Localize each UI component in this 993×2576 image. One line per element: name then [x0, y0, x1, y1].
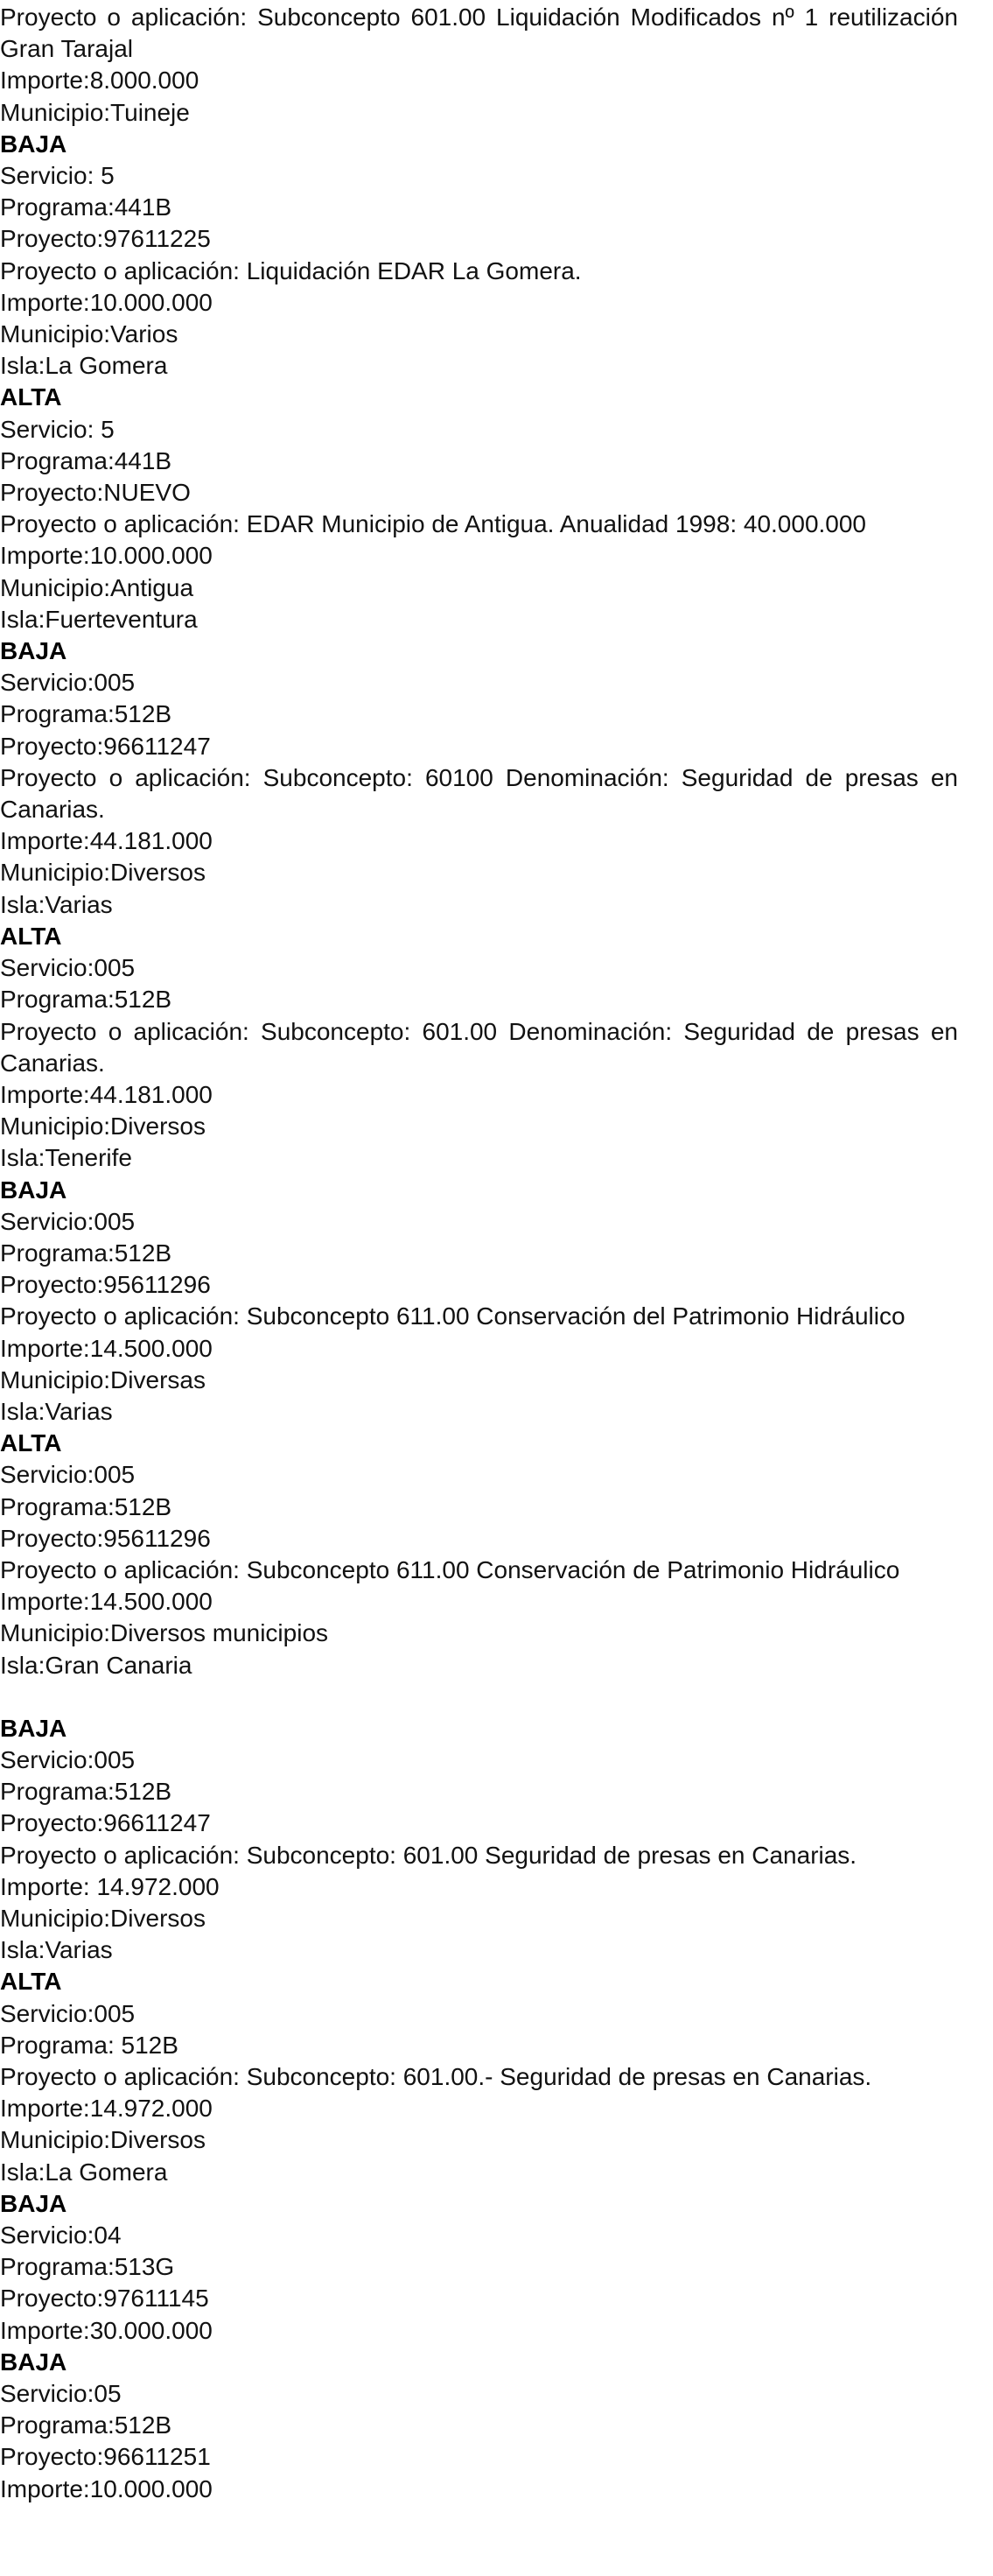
document-line: Municipio:Diversos — [0, 1113, 206, 1141]
document-line: Importe:14.972.000 — [0, 2095, 213, 2123]
section-heading: BAJA — [0, 637, 67, 665]
document-line: Proyecto:95611296 — [0, 1524, 211, 1552]
document-line: Programa:512B — [0, 700, 172, 728]
document-line: Proyecto:96611251 — [0, 2443, 211, 2471]
section-heading: BAJA — [0, 1714, 67, 1742]
section-heading: ALTA — [0, 1968, 62, 1996]
section-heading: ALTA — [0, 383, 62, 411]
document-line: Servicio: 5 — [0, 162, 115, 190]
document-line: Proyecto:NUEVO — [0, 479, 191, 507]
document-line: Municipio:Tuineje — [0, 98, 190, 126]
document-line: Proyecto o aplicación: Subconcepto: 60100 Denominación: Seguridad de presas en Canarias. — [0, 763, 958, 824]
document-line: Servicio:005 — [0, 1999, 136, 2027]
document-line: Proyecto:95611296 — [0, 1271, 211, 1299]
document-line: Proyecto:97611145 — [0, 2285, 209, 2313]
document-line: Municipio:Diversos — [0, 1904, 206, 1932]
document-line: Municipio:Diversas — [0, 1365, 206, 1393]
document-line: Servicio:005 — [0, 954, 136, 982]
document-line: Programa:441B — [0, 193, 172, 221]
document-line: Servicio:005 — [0, 1461, 136, 1489]
document-line: Servicio:005 — [0, 669, 136, 697]
document-line: Importe:8.000.000 — [0, 67, 199, 95]
document-line: Importe:44.181.000 — [0, 827, 213, 855]
document-line: Isla:Tenerife — [0, 1144, 132, 1172]
document-line: Proyecto:96611247 — [0, 732, 211, 760]
document-line: Servicio:005 — [0, 1207, 136, 1235]
document-line: Importe:14.500.000 — [0, 1588, 213, 1616]
document-line: Servicio:04 — [0, 2222, 122, 2250]
document-line: Municipio:Diversos municipios — [0, 1619, 329, 1647]
document-line: Programa:512B — [0, 1492, 172, 1520]
document-line: Importe: 14.972.000 — [0, 1872, 220, 1900]
section-heading: BAJA — [0, 2348, 67, 2376]
document-line: Importe:10.000.000 — [0, 2474, 213, 2502]
document-line: Proyecto o aplicación: Subconcepto: 601.00.- Seguridad de presas en Canarias. — [0, 2063, 872, 2090]
document-line: Proyecto o aplicación: Subconcepto: 601.00 Seguridad de presas en Canarias. — [0, 1841, 857, 1869]
document-line: Programa:512B — [0, 2411, 172, 2439]
document-line: Proyecto:96611247 — [0, 1809, 211, 1837]
document-line: Proyecto o aplicación: Subconcepto 611.00 Conservación del Patrimonio Hidráulico — [0, 1302, 906, 1330]
document-line: Programa:512B — [0, 1778, 172, 1806]
document-line: Importe:30.000.000 — [0, 2316, 213, 2344]
document-line: Programa: 512B — [0, 2031, 178, 2059]
section-heading: BAJA — [0, 130, 67, 158]
document-line: Proyecto o aplicación: Subconcepto 601.00 Liquidación Modificados nº 1 reutilización Gran Tarajal — [0, 4, 958, 63]
document-line: Servicio:05 — [0, 2380, 122, 2408]
document-line: Importe:10.000.000 — [0, 288, 213, 316]
document-line: Programa:512B — [0, 1239, 172, 1267]
document-line: Isla:Varias — [0, 890, 113, 918]
document-line: Programa:513G — [0, 2253, 175, 2281]
blank-line — [0, 1681, 993, 1713]
document-line: Proyecto o aplicación: EDAR Municipio de Antigua. Anualidad 1998: 40.000.000 — [0, 510, 867, 538]
document-line: Programa:512B — [0, 986, 172, 1014]
document-line: Proyecto:97611225 — [0, 225, 211, 253]
document-line: Proyecto o aplicación: Subconcepto: 601.00 Denominación: Seguridad de presas en Canarias. — [0, 1017, 958, 1077]
document-line: Isla:Varias — [0, 1397, 113, 1425]
document-line: Importe:10.000.000 — [0, 542, 213, 570]
document-line: Isla:La Gomera — [0, 352, 168, 380]
document-line: Isla:Varias — [0, 1936, 113, 1964]
section-heading: ALTA — [0, 1429, 62, 1457]
document-line: Servicio: 5 — [0, 415, 115, 443]
document-line: Proyecto o aplicación: Subconcepto 611.00 Conservación de Patrimonio Hidráulico — [0, 1555, 900, 1583]
document-line: Municipio:Diversos — [0, 2126, 206, 2154]
document-line: Programa:441B — [0, 446, 172, 474]
document-line: Proyecto o aplicación: Liquidación EDAR La Gomera. — [0, 256, 582, 284]
document-line: Isla:La Gomera — [0, 2158, 168, 2186]
section-heading: BAJA — [0, 1176, 67, 1204]
document-line: Isla:Fuerteventura — [0, 605, 198, 633]
document-line: Importe:14.500.000 — [0, 1334, 213, 1362]
document-line: Servicio:005 — [0, 1745, 136, 1773]
section-heading: ALTA — [0, 922, 62, 950]
document-line: Isla:Gran Canaria — [0, 1651, 192, 1679]
document-line: Importe:44.181.000 — [0, 1080, 213, 1108]
section-heading: BAJA — [0, 2189, 67, 2217]
document-line: Municipio:Varios — [0, 320, 178, 348]
document-line: Municipio:Diversos — [0, 859, 206, 887]
document-line: Municipio:Antigua — [0, 573, 194, 601]
